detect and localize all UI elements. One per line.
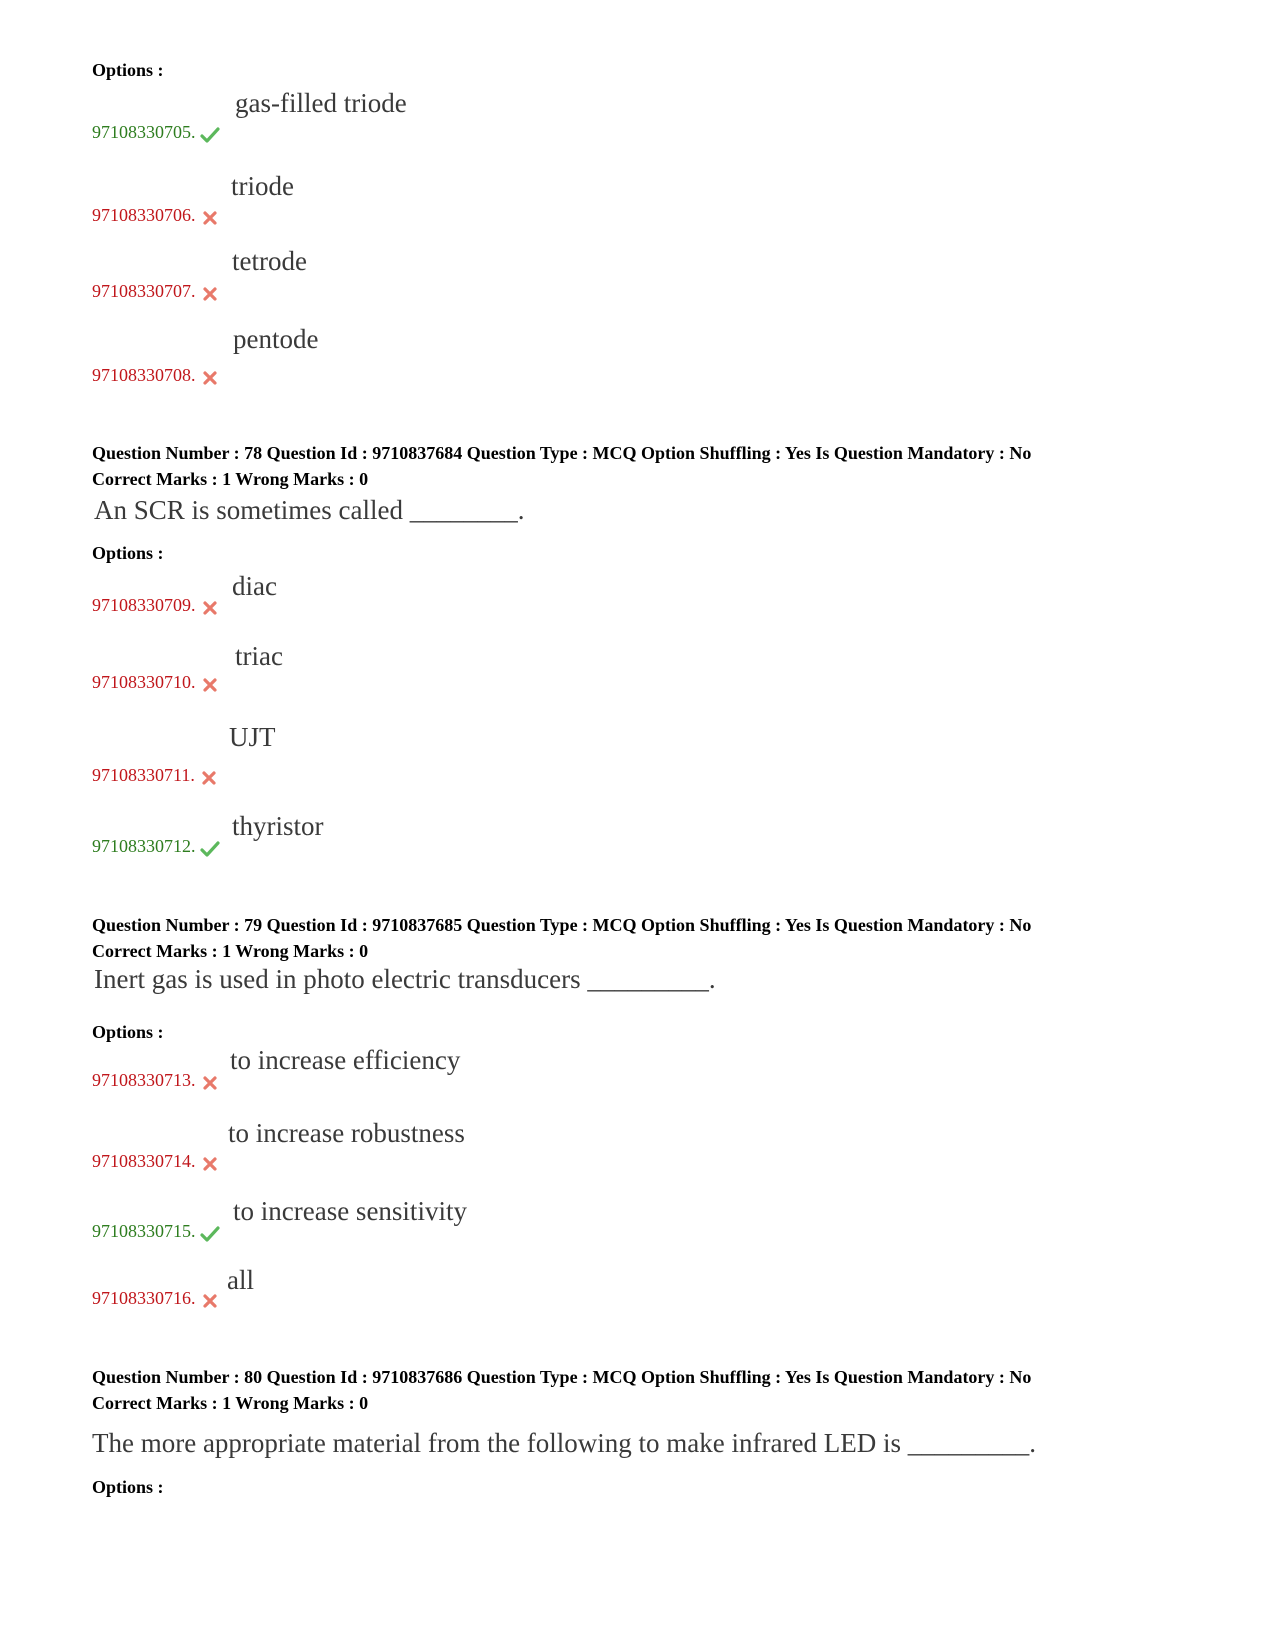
options-label: Options : <box>92 1477 164 1497</box>
option-id: 97108330711. <box>92 764 219 786</box>
question-text: An SCR is sometimes called ________. <box>94 495 525 525</box>
option-id: 97108330712. <box>92 835 220 857</box>
options-label: Options : <box>92 60 164 80</box>
option-text: tetrode <box>232 246 307 276</box>
option-text: to increase robustness <box>228 1118 465 1148</box>
option-id: 97108330706. <box>92 204 220 226</box>
cross-icon <box>200 285 220 301</box>
cross-icon <box>200 1074 220 1090</box>
options-label: Options : <box>92 1022 164 1042</box>
option-text: triode <box>231 171 294 201</box>
option-id: 97108330714. <box>92 1150 220 1172</box>
cross-icon <box>200 209 220 225</box>
option-text: pentode <box>233 324 319 354</box>
option-text: gas-filled triode <box>235 88 407 118</box>
option-text: diac <box>232 571 277 601</box>
check-icon <box>200 1225 220 1241</box>
option-id: 97108330708. <box>92 364 220 386</box>
option-text: thyristor <box>232 811 324 841</box>
option-id: 97108330710. <box>92 671 220 693</box>
option-text: UJT <box>229 722 276 752</box>
question-text: Inert gas is used in photo electric transducers _________. <box>94 964 716 994</box>
option-text: all <box>227 1265 254 1295</box>
option-text: to increase efficiency <box>230 1045 461 1075</box>
question-meta: Question Number : 79 Question Id : 9710837685 Question Type : MCQ Option Shuffling : Yes Is Question Mandatory : No <box>92 915 1032 935</box>
cross-icon <box>199 769 219 785</box>
question-text: The more appropriate material from the following to make infrared LED is _________. <box>92 1428 1036 1458</box>
question-meta: Question Number : 78 Question Id : 9710837684 Question Type : MCQ Option Shuffling : Yes Is Question Mandatory : No <box>92 443 1032 463</box>
option-id: 97108330705. <box>92 121 220 143</box>
option-id: 97108330707. <box>92 280 220 302</box>
cross-icon <box>200 1155 220 1171</box>
check-icon <box>200 840 220 856</box>
option-id: 97108330715. <box>92 1220 220 1242</box>
cross-icon <box>200 369 220 385</box>
question-marks: Correct Marks : 1 Wrong Marks : 0 <box>92 941 369 961</box>
question-meta: Question Number : 80 Question Id : 9710837686 Question Type : MCQ Option Shuffling : Yes Is Question Mandatory : No <box>92 1367 1032 1387</box>
question-marks: Correct Marks : 1 Wrong Marks : 0 <box>92 1393 369 1413</box>
cross-icon <box>200 599 220 615</box>
option-text: triac <box>235 641 283 671</box>
cross-icon <box>200 1292 220 1308</box>
option-id: 97108330709. <box>92 594 220 616</box>
option-text: to increase sensitivity <box>233 1196 467 1226</box>
options-label: Options : <box>92 543 164 563</box>
option-id: 97108330716. <box>92 1287 220 1309</box>
cross-icon <box>200 676 220 692</box>
check-icon <box>200 126 220 142</box>
question-marks: Correct Marks : 1 Wrong Marks : 0 <box>92 469 369 489</box>
option-id: 97108330713. <box>92 1069 220 1091</box>
